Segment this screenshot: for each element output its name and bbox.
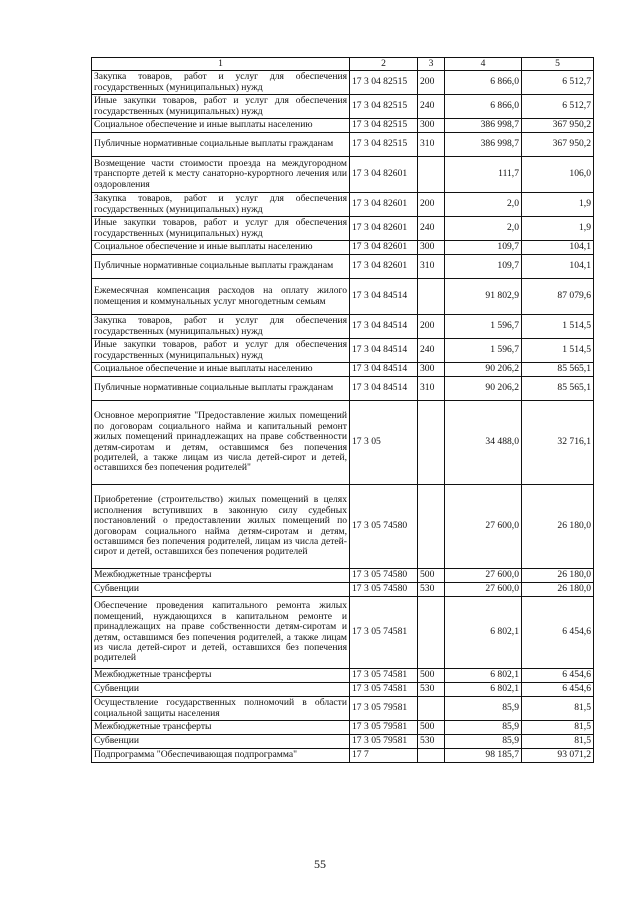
row-name-cell: Публичные нормативные социальные выплаты гражданам: [92, 255, 350, 279]
row-amount-col4-cell: 109,7: [445, 241, 522, 255]
row-expense-type-cell: 300: [418, 363, 445, 377]
row-name-cell: Подпрограмма "Обеспечивающая подпрограмма": [92, 749, 350, 763]
row-name-cell: Субвенции: [92, 683, 350, 697]
row-amount-col4-cell: 85,9: [445, 735, 522, 749]
row-expense-type-cell: 310: [418, 133, 445, 157]
table-row: [92, 485, 594, 569]
row-amount-col4-cell: 1 596,7: [445, 339, 522, 363]
row-code-cell: 17 7: [350, 749, 418, 763]
table-row: [92, 315, 594, 339]
row-amount-col4-cell: 111,7: [445, 157, 522, 193]
row-amount-col5-cell: 26 180,0: [522, 485, 594, 569]
header-row: [92, 58, 594, 71]
row-name-cell: Закупка товаров, работ и услуг для обеспечения государственных (муниципальных) нужд: [92, 315, 350, 339]
row-amount-col4-cell: 6 802,1: [445, 669, 522, 683]
row-amount-col5-cell: 6 512,7: [522, 71, 594, 95]
row-code-cell: 17 3 04 84514: [350, 279, 418, 315]
row-code-cell: 17 3 05: [350, 401, 418, 485]
row-code-cell: 17 3 05 74580: [350, 569, 418, 583]
row-amount-col4-cell: 85,9: [445, 697, 522, 721]
table-row: [92, 279, 594, 315]
row-amount-col5-cell: 367 950,2: [522, 133, 594, 157]
row-amount-col4-cell: 1 596,7: [445, 315, 522, 339]
row-expense-type-cell: 200: [418, 193, 445, 217]
row-amount-col5-cell: 104,1: [522, 241, 594, 255]
row-amount-col5-cell: 1 514,5: [522, 339, 594, 363]
table-row: [92, 119, 594, 133]
row-amount-col4-cell: 90 206,2: [445, 363, 522, 377]
row-amount-col5-cell: 6 454,6: [522, 683, 594, 697]
row-expense-type-cell: 530: [418, 583, 445, 597]
table-row: [92, 569, 594, 583]
row-expense-type-cell: 300: [418, 241, 445, 255]
row-amount-col4-cell: 6 866,0: [445, 95, 522, 119]
row-amount-col4-cell: 386 998,7: [445, 119, 522, 133]
table-row: [92, 735, 594, 749]
row-code-cell: 17 3 04 82601: [350, 217, 418, 241]
row-expense-type-cell: [418, 697, 445, 721]
row-amount-col5-cell: 367 950,2: [522, 119, 594, 133]
table-row: [92, 597, 594, 669]
row-amount-col4-cell: 90 206,2: [445, 377, 522, 401]
table-row: [92, 669, 594, 683]
header-cell-1: 1: [92, 58, 350, 71]
table-row: [92, 157, 594, 193]
row-amount-col5-cell: 81,5: [522, 697, 594, 721]
table-header: [92, 58, 594, 71]
table-row: [92, 255, 594, 279]
row-amount-col5-cell: 26 180,0: [522, 583, 594, 597]
row-code-cell: 17 3 04 84514: [350, 377, 418, 401]
row-amount-col4-cell: 27 600,0: [445, 569, 522, 583]
row-code-cell: 17 3 04 82601: [350, 255, 418, 279]
row-amount-col4-cell: 2,0: [445, 193, 522, 217]
row-amount-col4-cell: 27 600,0: [445, 583, 522, 597]
table-row: [92, 71, 594, 95]
row-amount-col5-cell: 6 454,6: [522, 597, 594, 669]
header-cell-4: 4: [445, 58, 522, 71]
row-amount-col4-cell: 85,9: [445, 721, 522, 735]
row-expense-type-cell: 530: [418, 683, 445, 697]
row-amount-col5-cell: 87 079,6: [522, 279, 594, 315]
row-code-cell: 17 3 04 82601: [350, 193, 418, 217]
row-amount-col4-cell: 27 600,0: [445, 485, 522, 569]
row-expense-type-cell: 500: [418, 721, 445, 735]
row-code-cell: 17 3 05 79581: [350, 721, 418, 735]
row-name-cell: Субвенции: [92, 735, 350, 749]
row-amount-col4-cell: 2,0: [445, 217, 522, 241]
table-row: [92, 377, 594, 401]
row-amount-col4-cell: 6 866,0: [445, 71, 522, 95]
row-code-cell: 17 3 04 82515: [350, 95, 418, 119]
row-amount-col5-cell: 104,1: [522, 255, 594, 279]
row-amount-col4-cell: 6 802,1: [445, 683, 522, 697]
row-expense-type-cell: 530: [418, 735, 445, 749]
row-code-cell: 17 3 04 84514: [350, 315, 418, 339]
row-code-cell: 17 3 04 84514: [350, 339, 418, 363]
table-row: [92, 241, 594, 255]
row-name-cell: Межбюджетные трансферты: [92, 721, 350, 735]
row-expense-type-cell: [418, 597, 445, 669]
row-name-cell: Иные закупки товаров, работ и услуг для обеспечения государственных (муниципальных) нужд: [92, 339, 350, 363]
row-expense-type-cell: [418, 157, 445, 193]
row-name-cell: Обеспечение проведения капитального ремонта жилых помещений, нуждающихся в капитальном ремонте и принадлежащих на праве собственности детям-сиротам и детям, оставшимся без попечения родителей, а также лицам из числа детей-сирот и детей, оставшихся без попечения родителей: [92, 597, 350, 669]
row-code-cell: 17 3 05 74581: [350, 669, 418, 683]
row-amount-col5-cell: 85 565,1: [522, 377, 594, 401]
row-name-cell: Закупка товаров, работ и услуг для обеспечения государственных (муниципальных) нужд: [92, 193, 350, 217]
budget-table: [91, 57, 594, 763]
row-amount-col5-cell: 6 512,7: [522, 95, 594, 119]
row-amount-col5-cell: 93 071,2: [522, 749, 594, 763]
row-code-cell: 17 3 04 82601: [350, 157, 418, 193]
row-code-cell: 17 3 04 82515: [350, 133, 418, 157]
row-code-cell: 17 3 04 82515: [350, 119, 418, 133]
row-code-cell: 17 3 04 82515: [350, 71, 418, 95]
row-name-cell: Ежемесячная компенсация расходов на оплату жилого помещения и коммунальных услуг многодетным семьям: [92, 279, 350, 315]
row-code-cell: 17 3 05 74581: [350, 683, 418, 697]
table-body: [92, 71, 594, 763]
row-name-cell: Иные закупки товаров, работ и услуг для обеспечения государственных (муниципальных) нужд: [92, 217, 350, 241]
table-row: [92, 721, 594, 735]
row-expense-type-cell: 240: [418, 339, 445, 363]
header-cell-2: 2: [350, 58, 418, 71]
row-amount-col5-cell: 6 454,6: [522, 669, 594, 683]
row-expense-type-cell: [418, 279, 445, 315]
row-name-cell: Социальное обеспечение и иные выплаты населению: [92, 119, 350, 133]
row-code-cell: 17 3 05 79581: [350, 735, 418, 749]
header-cell-3: 3: [418, 58, 445, 71]
row-code-cell: 17 3 04 82601: [350, 241, 418, 255]
row-name-cell: Основное мероприятие "Предоставление жилых помещений по договорам социального найма и капитальный ремонт жилых помещений принадлежащих на праве собственности детям-сиротам и детям, оставшимся без попечения родителей, а также лицам из числа детей-сирот и детей, оставшихся без попечения родителей": [92, 401, 350, 485]
row-amount-col5-cell: 32 716,1: [522, 401, 594, 485]
row-amount-col4-cell: 34 488,0: [445, 401, 522, 485]
table-row: [92, 133, 594, 157]
row-amount-col4-cell: 98 185,7: [445, 749, 522, 763]
row-amount-col5-cell: 106,0: [522, 157, 594, 193]
row-amount-col5-cell: 1,9: [522, 217, 594, 241]
row-code-cell: 17 3 05 74581: [350, 597, 418, 669]
row-expense-type-cell: 200: [418, 315, 445, 339]
row-name-cell: Публичные нормативные социальные выплаты гражданам: [92, 133, 350, 157]
header-cell-5: 5: [522, 58, 594, 71]
row-name-cell: Социальное обеспечение и иные выплаты населению: [92, 363, 350, 377]
table-row: [92, 193, 594, 217]
row-name-cell: Осуществление государственных полномочий в области социальной защиты населения: [92, 697, 350, 721]
row-amount-col4-cell: 6 802,1: [445, 597, 522, 669]
row-name-cell: Возмещение части стоимости проезда на междугородном транспорте детей к месту санаторно-курортного лечения или оздоровления: [92, 157, 350, 193]
row-amount-col4-cell: 386 998,7: [445, 133, 522, 157]
table-row: [92, 217, 594, 241]
table-row: [92, 401, 594, 485]
row-expense-type-cell: 300: [418, 119, 445, 133]
row-amount-col5-cell: 85 565,1: [522, 363, 594, 377]
row-amount-col5-cell: 1,9: [522, 193, 594, 217]
row-name-cell: Иные закупки товаров, работ и услуг для обеспечения государственных (муниципальных) нужд: [92, 95, 350, 119]
row-name-cell: Публичные нормативные социальные выплаты гражданам: [92, 377, 350, 401]
row-expense-type-cell: [418, 485, 445, 569]
row-amount-col5-cell: 1 514,5: [522, 315, 594, 339]
row-amount-col4-cell: 91 802,9: [445, 279, 522, 315]
row-name-cell: Субвенции: [92, 583, 350, 597]
row-expense-type-cell: 500: [418, 569, 445, 583]
page-number: 55: [314, 857, 326, 871]
row-name-cell: Межбюджетные трансферты: [92, 569, 350, 583]
table-row: [92, 95, 594, 119]
row-amount-col5-cell: 81,5: [522, 721, 594, 735]
row-expense-type-cell: [418, 749, 445, 763]
row-amount-col4-cell: 109,7: [445, 255, 522, 279]
row-expense-type-cell: 200: [418, 71, 445, 95]
row-code-cell: 17 3 05 79581: [350, 697, 418, 721]
row-amount-col5-cell: 26 180,0: [522, 569, 594, 583]
row-expense-type-cell: 500: [418, 669, 445, 683]
table-row: [92, 339, 594, 363]
row-name-cell: Межбюджетные трансферты: [92, 669, 350, 683]
table-row: [92, 583, 594, 597]
row-expense-type-cell: 240: [418, 217, 445, 241]
table-row: [92, 749, 594, 763]
row-name-cell: Социальное обеспечение и иные выплаты населению: [92, 241, 350, 255]
row-name-cell: Приобретение (строительство) жилых помещений в целях исполнения вступивших в законную силу судебных постановлений о предоставлении жилых помещений по договорам социального найма детям-сиротам и детям, оставшимся без попечения родителей, лицам из числа детей-сирот и детей, оставшихся без попечения родителей: [92, 485, 350, 569]
row-code-cell: 17 3 05 74580: [350, 583, 418, 597]
row-expense-type-cell: 310: [418, 255, 445, 279]
row-code-cell: 17 3 04 84514: [350, 363, 418, 377]
row-amount-col5-cell: 81,5: [522, 735, 594, 749]
row-name-cell: Закупка товаров, работ и услуг для обеспечения государственных (муниципальных) нужд: [92, 71, 350, 95]
table-row: [92, 697, 594, 721]
row-expense-type-cell: [418, 401, 445, 485]
row-expense-type-cell: 240: [418, 95, 445, 119]
row-expense-type-cell: 310: [418, 377, 445, 401]
table-row: [92, 363, 594, 377]
table-row: [92, 683, 594, 697]
row-code-cell: 17 3 05 74580: [350, 485, 418, 569]
